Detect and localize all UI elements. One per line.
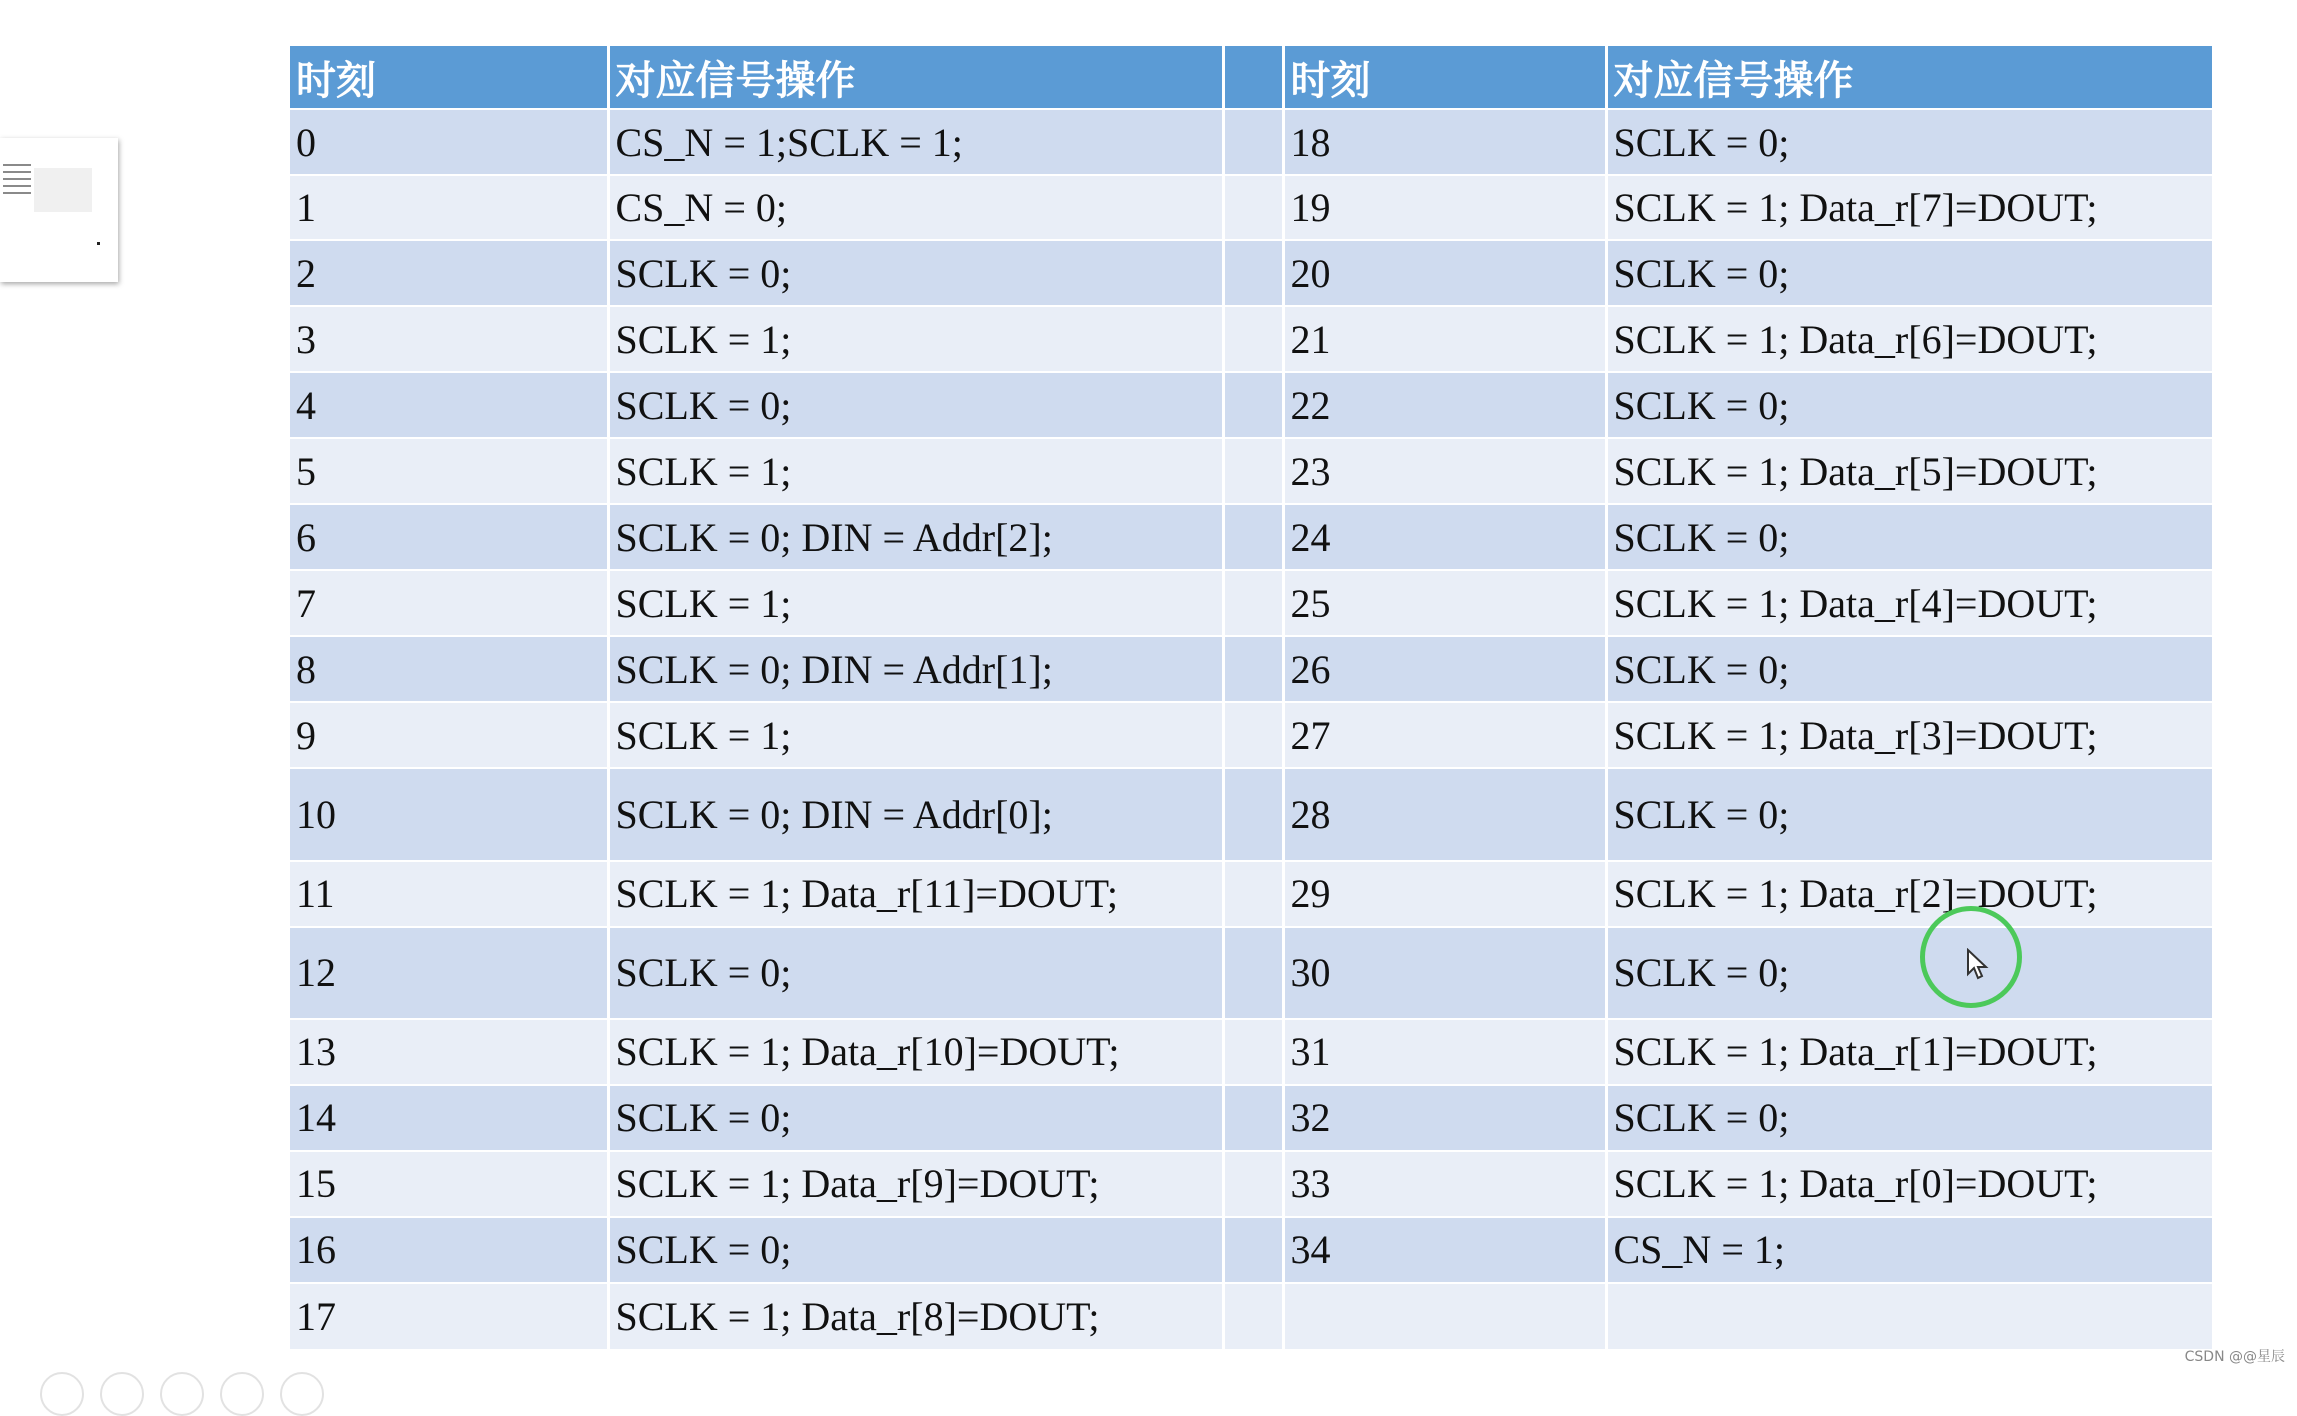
operation-cell-left: SCLK = 1; bbox=[608, 306, 1223, 372]
table-row bbox=[290, 109, 2213, 175]
time-cell-left: 11 bbox=[290, 861, 608, 927]
time-cell-left: 17 bbox=[290, 1283, 608, 1349]
operation-cell-left: SCLK = 0; bbox=[608, 1085, 1223, 1151]
time-cell-left: 6 bbox=[290, 504, 608, 570]
nav-dot[interactable] bbox=[160, 1372, 204, 1416]
time-cell-left: 3 bbox=[290, 306, 608, 372]
gap-cell bbox=[1223, 306, 1283, 372]
mouse-pointer-icon bbox=[1966, 948, 1990, 982]
table-row bbox=[290, 175, 2213, 240]
table-row bbox=[290, 1019, 2213, 1085]
time-cell-right: 18 bbox=[1283, 109, 1606, 175]
time-cell-right: 22 bbox=[1283, 372, 1606, 438]
operation-cell-right: SCLK = 1; Data_r[3]=DOUT; bbox=[1606, 702, 2213, 768]
operation-cell-left: SCLK = 0; bbox=[608, 1217, 1223, 1283]
operation-cell-right: SCLK = 0; bbox=[1606, 109, 2213, 175]
gap-cell bbox=[1223, 702, 1283, 768]
table-row bbox=[290, 1283, 2213, 1349]
table-row bbox=[290, 1217, 2213, 1283]
operation-cell-left: SCLK = 1; Data_r[11]=DOUT; bbox=[608, 861, 1223, 927]
gap-cell bbox=[1223, 372, 1283, 438]
table-row bbox=[290, 504, 2213, 570]
header-time-left: 时刻 bbox=[290, 46, 608, 109]
operation-cell-right bbox=[1606, 1283, 2213, 1349]
operation-cell-right: SCLK = 1; Data_r[4]=DOUT; bbox=[1606, 570, 2213, 636]
operation-cell-left: SCLK = 0; DIN = Addr[1]; bbox=[608, 636, 1223, 702]
gap-cell bbox=[1223, 109, 1283, 175]
operation-cell-right: SCLK = 0; bbox=[1606, 768, 2213, 860]
gap-cell bbox=[1223, 175, 1283, 240]
operation-cell-left: SCLK = 0; DIN = Addr[0]; bbox=[608, 768, 1223, 860]
operation-cell-left: SCLK = 0; bbox=[608, 372, 1223, 438]
table-row bbox=[290, 636, 2213, 702]
gap-cell bbox=[1223, 927, 1283, 1019]
thumbnail-shade bbox=[34, 168, 92, 212]
table-row bbox=[290, 702, 2213, 768]
gap-cell bbox=[1223, 636, 1283, 702]
time-cell-right: 29 bbox=[1283, 861, 1606, 927]
operation-cell-left: SCLK = 1; bbox=[608, 570, 1223, 636]
time-cell-right: 30 bbox=[1283, 927, 1606, 1019]
header-gap bbox=[1223, 46, 1283, 109]
table-row bbox=[290, 1085, 2213, 1151]
time-cell-left: 2 bbox=[290, 240, 608, 306]
header-operation-left: 对应信号操作 bbox=[608, 46, 1223, 109]
gap-cell bbox=[1223, 1019, 1283, 1085]
time-cell-left: 7 bbox=[290, 570, 608, 636]
operation-cell-left: CS_N = 1;SCLK = 1; bbox=[608, 109, 1223, 175]
table-row bbox=[290, 1151, 2213, 1217]
time-cell-left: 13 bbox=[290, 1019, 608, 1085]
time-cell-left: 0 bbox=[290, 109, 608, 175]
time-cell-left: 4 bbox=[290, 372, 608, 438]
operation-cell-right: SCLK = 1; Data_r[1]=DOUT; bbox=[1606, 1019, 2213, 1085]
table-body bbox=[290, 109, 2213, 1349]
timing-table bbox=[290, 46, 2215, 1349]
operation-cell-right: SCLK = 1; Data_r[2]=DOUT; bbox=[1606, 861, 2213, 927]
operation-cell-left: SCLK = 0; bbox=[608, 240, 1223, 306]
operation-cell-left: SCLK = 1; Data_r[9]=DOUT; bbox=[608, 1151, 1223, 1217]
time-cell-right: 20 bbox=[1283, 240, 1606, 306]
timing-table-container bbox=[290, 46, 2213, 1349]
time-cell-left: 1 bbox=[290, 175, 608, 240]
time-cell-left: 10 bbox=[290, 768, 608, 860]
time-cell-right: 23 bbox=[1283, 438, 1606, 504]
operation-cell-right: SCLK = 1; Data_r[7]=DOUT; bbox=[1606, 175, 2213, 240]
operation-cell-left: SCLK = 1; bbox=[608, 438, 1223, 504]
thumbnail-dot bbox=[97, 242, 100, 245]
time-cell-right: 31 bbox=[1283, 1019, 1606, 1085]
table-row bbox=[290, 768, 2213, 860]
time-cell-right: 21 bbox=[1283, 306, 1606, 372]
operation-cell-left: SCLK = 0; DIN = Addr[2]; bbox=[608, 504, 1223, 570]
time-cell-right: 33 bbox=[1283, 1151, 1606, 1217]
operation-cell-right: SCLK = 0; bbox=[1606, 927, 2213, 1019]
gap-cell bbox=[1223, 240, 1283, 306]
time-cell-right: 32 bbox=[1283, 1085, 1606, 1151]
time-cell-right: 25 bbox=[1283, 570, 1606, 636]
time-cell-left: 5 bbox=[290, 438, 608, 504]
nav-dot[interactable] bbox=[100, 1372, 144, 1416]
table-row bbox=[290, 372, 2213, 438]
operation-cell-right: SCLK = 0; bbox=[1606, 636, 2213, 702]
table-row bbox=[290, 570, 2213, 636]
gap-cell bbox=[1223, 1151, 1283, 1217]
time-cell-right: 24 bbox=[1283, 504, 1606, 570]
gap-cell bbox=[1223, 1085, 1283, 1151]
time-cell-left: 15 bbox=[290, 1151, 608, 1217]
time-cell-right: 34 bbox=[1283, 1217, 1606, 1283]
table-row bbox=[290, 861, 2213, 927]
operation-cell-left: SCLK = 0; bbox=[608, 927, 1223, 1019]
nav-dot[interactable] bbox=[40, 1372, 84, 1416]
table-row bbox=[290, 438, 2213, 504]
gap-cell bbox=[1223, 1217, 1283, 1283]
operation-cell-left: SCLK = 1; bbox=[608, 702, 1223, 768]
operation-cell-left: CS_N = 0; bbox=[608, 175, 1223, 240]
slide-navigation-dots bbox=[0, 1368, 330, 1380]
slide-thumbnail[interactable] bbox=[0, 138, 118, 282]
operation-cell-right: CS_N = 1; bbox=[1606, 1217, 2213, 1283]
gap-cell bbox=[1223, 438, 1283, 504]
time-cell-left: 14 bbox=[290, 1085, 608, 1151]
time-cell-right: 27 bbox=[1283, 702, 1606, 768]
header-operation-right: 对应信号操作 bbox=[1606, 46, 2213, 109]
thumbnail-content bbox=[3, 164, 31, 204]
gap-cell bbox=[1223, 570, 1283, 636]
time-cell-right bbox=[1283, 1283, 1606, 1349]
operation-cell-right: SCLK = 0; bbox=[1606, 240, 2213, 306]
table-header-row bbox=[290, 46, 2213, 109]
operation-cell-right: SCLK = 1; Data_r[5]=DOUT; bbox=[1606, 438, 2213, 504]
table-row bbox=[290, 306, 2213, 372]
time-cell-right: 26 bbox=[1283, 636, 1606, 702]
time-cell-right: 28 bbox=[1283, 768, 1606, 860]
time-cell-left: 9 bbox=[290, 702, 608, 768]
operation-cell-left: SCLK = 1; Data_r[8]=DOUT; bbox=[608, 1283, 1223, 1349]
gap-cell bbox=[1223, 504, 1283, 570]
table-row bbox=[290, 240, 2213, 306]
operation-cell-left: SCLK = 1; Data_r[10]=DOUT; bbox=[608, 1019, 1223, 1085]
operation-cell-right: SCLK = 0; bbox=[1606, 1085, 2213, 1151]
watermark: CSDN @@星辰 bbox=[2184, 1349, 2285, 1365]
time-cell-right: 19 bbox=[1283, 175, 1606, 240]
operation-cell-right: SCLK = 0; bbox=[1606, 372, 2213, 438]
nav-dot[interactable] bbox=[220, 1372, 264, 1416]
time-cell-left: 8 bbox=[290, 636, 608, 702]
header-time-right: 时刻 bbox=[1283, 46, 1606, 109]
operation-cell-right: SCLK = 1; Data_r[0]=DOUT; bbox=[1606, 1151, 2213, 1217]
gap-cell bbox=[1223, 861, 1283, 927]
time-cell-left: 12 bbox=[290, 927, 608, 1019]
gap-cell bbox=[1223, 768, 1283, 860]
nav-dot[interactable] bbox=[280, 1372, 324, 1416]
operation-cell-right: SCLK = 0; bbox=[1606, 504, 2213, 570]
operation-cell-right: SCLK = 1; Data_r[6]=DOUT; bbox=[1606, 306, 2213, 372]
gap-cell bbox=[1223, 1283, 1283, 1349]
time-cell-left: 16 bbox=[290, 1217, 608, 1283]
